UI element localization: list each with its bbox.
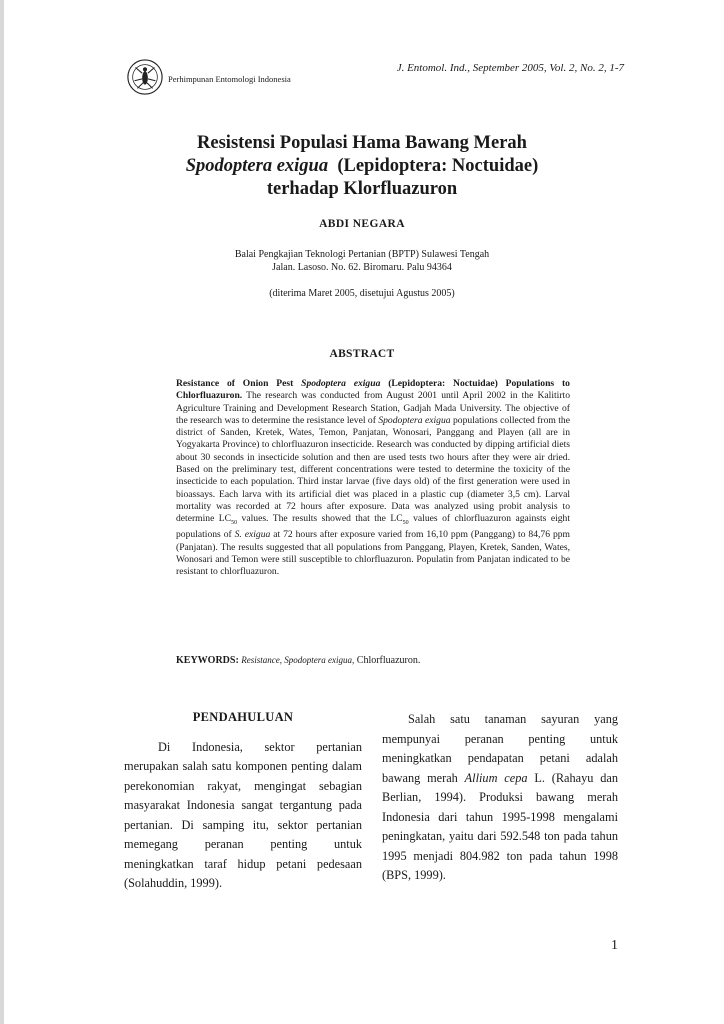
society-name: Perhimpunan Entomologi Indonesia — [168, 74, 291, 84]
affiliation-line-1: Balai Pengkajian Teknologi Pertanian (BPTP) Sulawesi Tengah — [234, 249, 490, 260]
affiliation-line-2: Jalan. Lasoso. No. 62. Biromaru. Palu 94364 — [272, 262, 452, 273]
keywords-label: KEYWORDS: — [176, 655, 239, 666]
intro-paragraph-2 — [382, 710, 618, 886]
page-header — [126, 58, 624, 98]
abstract-lead-b: (Lepidoptera: Noctuidae) Populations to Chlorfluazuron. — [176, 378, 570, 402]
title-species: Spodoptera exigua — [185, 156, 329, 176]
intro-species: Allium cepa — [464, 770, 528, 785]
keywords — [176, 655, 570, 666]
intro-p2-text-b: L. (Rahayu dan Berlian, 1994). Produksi bawang merah Indonesia dari tahun 1995-1998 mengalami peningkatan, yaitu dari 592.548 ton pada tahun 1995 menjadi 804.982 ton pada tahun 1998 (BPS, 1999). — [382, 770, 619, 882]
abstract-species-2: S. exigua — [234, 529, 271, 541]
society-logo-icon — [126, 58, 164, 96]
intro-p2-text-a: Salah satu tanaman sayuran yang mempunyai peranan penting untuk meningkatkan pendapatan petani adalah bawang merah — [382, 712, 618, 785]
affiliation — [0, 248, 724, 274]
received-dates: (diterima Maret 2005, disetujui Agustus 2005) — [269, 288, 455, 299]
intro-left-column — [124, 708, 362, 894]
author-name: ABDI NEGARA — [319, 218, 405, 230]
abstract-heading: ABSTRACT — [329, 348, 395, 360]
scan-edge — [0, 0, 4, 1024]
abstract-text-4: values of chlorfluazuron againsts eight populations of — [176, 513, 571, 541]
section-heading-pendahuluan: PENDAHULUAN — [192, 710, 294, 724]
intro-right-column — [382, 710, 618, 886]
abstract-text-2: populations collected from the district of Sanden, Kretek, Wates, Temon, Panjatan, Wonosari, Panggang and Playen (all are in Yogyakarta Province) to chlorfluazuron insecticide. Research was conducted by dipping artificial diets about 30 seconds in insecticide solution and then are used tests two hours after they were air dried. Based on the preliminary test, different concentrations were tested to determine the toxicity of the insecticide to each population. Third instar larvae (five days old) of the first generation were used in bioassays. Each larva with its artificial diet was placed in a plastic cup (diameter 3,5 cm). Larval mortality was recorded at 72 hours after exposure. Data was analyzed using probit analysis to determine LC — [176, 414, 570, 525]
abstract-text-1: The research was conducted from August 2001 until April 2002 in the Kalitirto Agriculture Training and Development Research Station, Gadjah Mada University. The objective of the research was to determine the resistance level of — [176, 390, 570, 426]
keywords-terms: Resistance, Spodoptera exigua, — [241, 655, 355, 665]
abstract-text-5: at 72 hours after exposure varied from 16,10 ppm (Panggang) to 84,76 ppm (Panjatan). The results suggested that all populations from Panggang, Playen, Kretek, Sanden, Wates, Wonosari and Temon were still susceptible to chlorfluazuron. Populatin from Panjatan indicated to be resistant to chlorfluazuron. — [176, 529, 570, 578]
abstract-lead-a: Resistance of Onion Pest — [176, 378, 294, 389]
abstract-species-1: Spodoptera exigua — [378, 414, 451, 426]
title-line-1: Resistensi Populasi Hama Bawang Merah — [197, 133, 527, 153]
intro-paragraph-1: Di Indonesia, sektor pertanian merupakan salah satu komponen penting dalam perekonomian rakyat, mengingat sebagian masyarakat Indonesia sangat tergantung pada pertanian. Di samping itu, sektor pertanian memegang peranan penting untuk meningkatkan taraf hidup petani pedesaan (Solahuddin, 1999). — [124, 739, 362, 890]
journal-citation: J. Entomol. Ind., September 2005, Vol. 2, No. 2, 1-7 — [396, 62, 624, 74]
keywords-last: Chlorfluazuron. — [356, 655, 421, 666]
lc-subscript-2: 50 — [402, 520, 409, 527]
abstract-body — [176, 378, 570, 579]
page-number: 1 — [611, 938, 618, 953]
title-taxon: (Lepidoptera: Noctuidae) — [337, 156, 539, 176]
abstract-text-3: values. The results showed that the LC — [241, 513, 403, 525]
paper-title — [120, 132, 604, 201]
lc-subscript-1: 50 — [231, 520, 238, 527]
title-line-3: terhadap Klorfluazuron — [266, 179, 458, 199]
title-line-2 — [120, 155, 604, 178]
abstract-lead-species: Spodoptera exigua — [301, 378, 381, 389]
